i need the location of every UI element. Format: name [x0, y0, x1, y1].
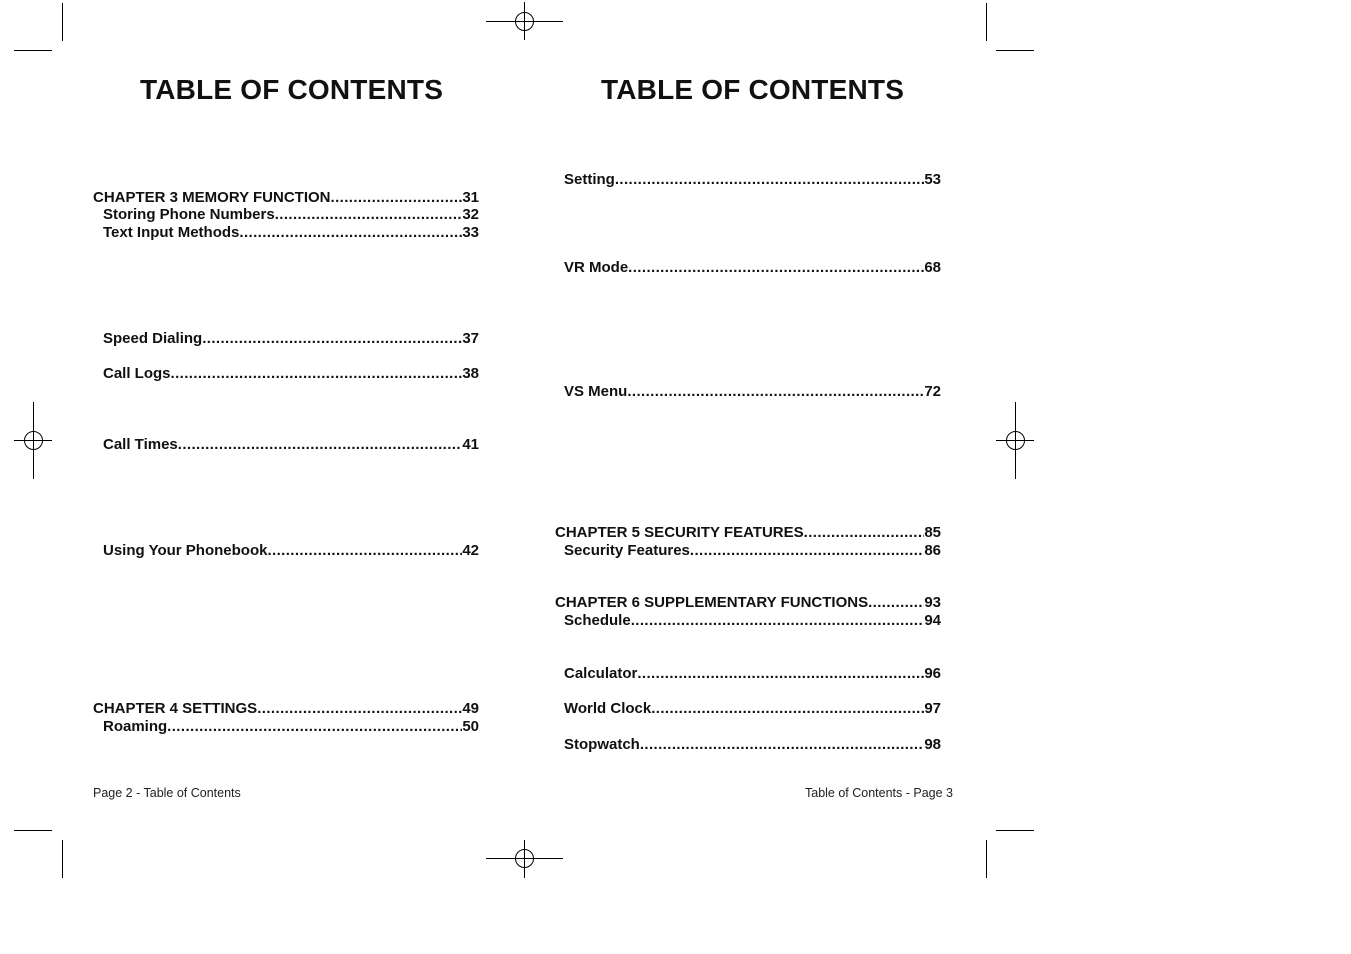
- toc-entry[interactable]: Schedule ..... 94: [564, 612, 941, 630]
- toc-entry[interactable]: Security Features ..... 86: [564, 542, 941, 560]
- toc-entry[interactable]: Roaming ..... 50: [103, 718, 479, 736]
- page-footer: Table of Contents - Page 3: [805, 786, 954, 800]
- toc-entry[interactable]: Calculator ..... 96: [564, 665, 941, 683]
- toc-entry[interactable]: CHAPTER 3 MEMORY FUNCTION ..... 31: [93, 189, 479, 207]
- toc-entry[interactable]: World Clock ..... 97: [564, 700, 941, 718]
- toc-entry[interactable]: Using Your Phonebook ..... 42: [103, 542, 479, 560]
- toc-entry[interactable]: Stopwatch ..... 98: [564, 736, 941, 754]
- toc-entry[interactable]: Call Times ..... 41: [103, 436, 479, 454]
- page-title: TABLE OF CONTENTS: [601, 74, 905, 105]
- toc-entry[interactable]: Storing Phone Numbers ..... 32: [103, 206, 479, 224]
- page-title: TABLE OF CONTENTS: [140, 74, 444, 105]
- toc-entry[interactable]: Text Input Methods ..... 33: [103, 224, 479, 242]
- toc-entry[interactable]: CHAPTER 6 SUPPLEMENTARY FUNCTIONS ..... 93: [555, 594, 941, 612]
- toc-entry[interactable]: Setting ..... 53: [564, 171, 941, 189]
- toc-entry[interactable]: Speed Dialing ..... 37: [103, 330, 479, 348]
- toc-entry[interactable]: VR Mode ..... 68: [564, 259, 941, 277]
- page-footer: Page 2 - Table of Contents: [93, 786, 241, 800]
- toc-entry[interactable]: CHAPTER 5 SECURITY FEATURES ..... 85: [555, 524, 941, 542]
- toc-entry[interactable]: Call Logs ..... 38: [103, 365, 479, 383]
- toc-entry[interactable]: CHAPTER 4 SETTINGS ..... 49: [93, 700, 479, 718]
- toc-entry[interactable]: VS Menu ..... 72: [564, 383, 941, 401]
